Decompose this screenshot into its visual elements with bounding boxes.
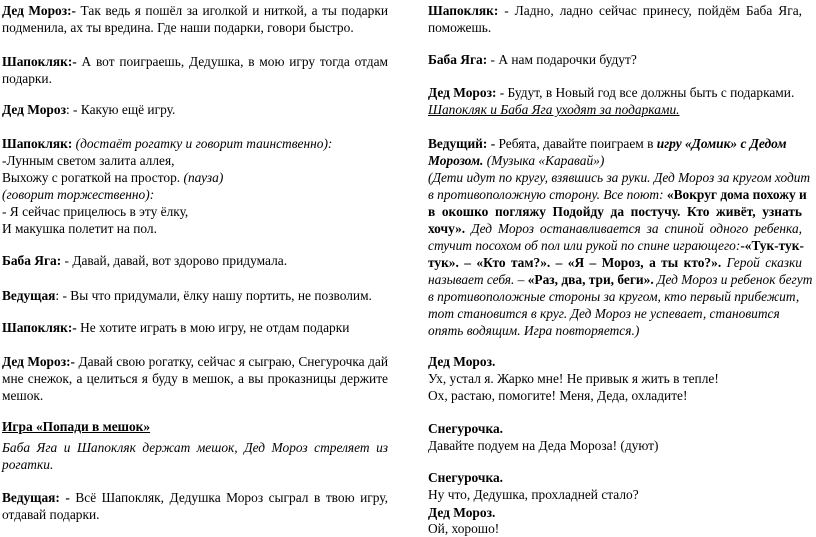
song-text: хочу». (428, 221, 466, 236)
song-line (428, 203, 802, 220)
speaker-label: Дед Мороз:- (2, 3, 77, 18)
paragraph-line (2, 2, 388, 19)
dialogue-text: - Давай, давай, вот здорово придумала. (61, 253, 288, 268)
paragraph-line (2, 353, 388, 370)
verse-text: -Лунным светом залита аллея, (2, 153, 175, 168)
paragraph-line (428, 135, 787, 152)
stage-direction-line (428, 305, 780, 322)
paragraph-line (2, 287, 372, 304)
dialogue-text: - А нам подарочки будут? (487, 52, 637, 67)
speaker-label: Дед Мороз (2, 102, 66, 117)
dialogue-text: Ребята, давайте поиграем в (495, 136, 657, 151)
verse-line (2, 152, 175, 169)
speaker-label: Дед Мороз: (428, 85, 497, 100)
game-title: Игра «Попади в мешок» (2, 419, 151, 434)
speaker-label: Шапокляк:- (2, 54, 77, 69)
paragraph-line (428, 420, 503, 437)
dialogue-text: мешок. (2, 388, 44, 403)
stage-direction-line (428, 271, 813, 288)
speaker-label: Дед Мороз:- (2, 354, 75, 369)
speaker-label: Шапокляк: (2, 136, 73, 151)
paragraph-line (428, 152, 604, 169)
speaker-label: Ведущая: - (2, 490, 70, 505)
verse-text: - Я сейчас прицелюсь в эту ёлку, (2, 204, 189, 219)
game-title: Морозом. (428, 153, 484, 168)
speaker-label: Баба Яга: (2, 253, 62, 268)
dialogue-text: мне снежок, а целиться я буду в мешок, а вы проказницы держите (2, 371, 388, 386)
stage-direction-line (2, 439, 388, 456)
dialogue-text: Ох, растаю, помогите! Меня, Деда, охладите! (428, 388, 688, 403)
paragraph-line (2, 319, 349, 336)
paragraph-line (2, 506, 100, 523)
stage-direction-line (428, 322, 639, 339)
dialogue-text: : - Какую ещё игру. (65, 102, 176, 117)
paragraph-line (428, 19, 491, 36)
paragraph-line (428, 2, 802, 19)
song-text: «Вокруг дома похожу и (666, 187, 807, 202)
paragraph-line (428, 486, 639, 503)
paragraph-line (2, 252, 287, 269)
paragraph-line (428, 520, 499, 537)
paragraph-line (2, 387, 43, 404)
stage-direction: называет себя. – (428, 272, 528, 287)
stage-direction: в противоположную сторону. Все поют: (428, 187, 667, 202)
stage-direction-line (428, 169, 811, 186)
verse-line (2, 203, 188, 220)
paragraph-line (428, 437, 658, 454)
speaker-label: Ведущая (2, 288, 56, 303)
dialogue-text: поможешь. (428, 20, 492, 35)
dialogue-text: Ну что, Дедушка, прохладней стало? (428, 487, 639, 502)
paragraph-line (428, 353, 495, 370)
stage-direction: стучит посохом об пол или рукой по спине играющего: (428, 238, 741, 253)
dialogue-text: А вот поиграешь, Дедушка, в мою игру тогда отдам (76, 54, 388, 69)
game-heading (2, 418, 150, 435)
dialogue-text: : - Вы что придумали, ёлку нашу портить, не позволим. (55, 288, 372, 303)
paragraph-line (2, 70, 52, 87)
dialogue-text: Так ведь я пошёл за иголкой и ниткой, а ты подарки (76, 3, 388, 18)
stage-direction: в противоположные стороны за кругом, кто первый прибежит, (428, 289, 800, 304)
verse-text: И макушка полетит на пол. (2, 221, 157, 236)
dialogue-text: Давайте подуем на Деда Мороза! (дуют) (428, 438, 659, 453)
verse-text: Выхожу с рогаткой на простор. (2, 170, 184, 185)
song-text: в окошко погляжу Подойду да постучу. Кто живёт, узнать (428, 204, 802, 219)
song-text: тук». – «Кто там?». – «Я – Мороз, а ты кто?». (428, 255, 722, 270)
paragraph-line (2, 53, 388, 70)
stage-direction: Герой сказки (721, 255, 802, 270)
verse-line (2, 186, 154, 203)
dialogue-text: подменила, ах ты вредина. Где наши подарки, говори быстро. (2, 20, 354, 35)
speaker-label: Шапокляк: (428, 3, 499, 18)
stage-direction: опять водящим. Игра повторяется.) (428, 323, 640, 338)
speaker-label: Ведущий: - (428, 136, 496, 151)
stage-direction-line (428, 237, 802, 254)
stage-direction-line (2, 456, 53, 473)
paragraph-line (428, 51, 637, 68)
dialogue-text: - Будут, в Новый год все должны быть с подарками. (496, 85, 795, 100)
stage-direction-line (428, 288, 799, 305)
stage-direction: Шапокляк и Баба Яга уходят за подарками. (428, 102, 680, 117)
stage-direction-line (428, 254, 802, 271)
paragraph-line (2, 135, 332, 152)
paragraph-line (428, 504, 495, 521)
speaker-label: Дед Мороз. (428, 505, 496, 520)
dialogue-text: Не хотите играть в мою игру, не отдам подарки (76, 320, 350, 335)
stage-direction-line (428, 220, 802, 237)
paragraph-line (428, 469, 503, 486)
stage-direction-line (428, 186, 807, 203)
speaker-label: Баба Яга: (428, 52, 488, 67)
dialogue-text: Ух, устал я. Жарко мне! Не привык я жить в тепле! (428, 371, 719, 386)
paragraph-line (2, 370, 388, 387)
verse-line (2, 169, 223, 186)
stage-direction: тот становится в круг. Дед Мороз не успевает, становится (428, 306, 780, 321)
song-text: «Раз, два, три, беги». (527, 272, 654, 287)
dialogue-text: Ой, хорошо! (428, 521, 500, 536)
paragraph-line (428, 84, 794, 101)
paragraph-line (2, 101, 175, 118)
speaker-label: Дед Мороз. (428, 354, 496, 369)
dialogue-text: отдавай подарки. (2, 507, 100, 522)
game-title: игру «Домик» с Дедом (656, 136, 787, 151)
dialogue-text: Давай свою рогатку, сейчас я сыграю, Снегурочка дай (75, 354, 388, 369)
stage-direction: (Дети идут по кругу, взявшись за руки. Дед Мороз за кругом ходит (428, 170, 811, 185)
paragraph-line (2, 489, 388, 506)
stage-direction: (пауза) (183, 170, 224, 185)
paragraph-line (2, 19, 354, 36)
stage-direction: (говорит торжественно): (2, 187, 155, 202)
stage-direction: рогатки. (2, 457, 54, 472)
dialogue-text: - Ладно, ладно сейчас принесу, пойдём Баба Яга, (498, 3, 802, 18)
speaker-label: Шапокляк:- (2, 320, 77, 335)
stage-direction: Дед Мороз останавливается за спиной одного ребенка, (465, 221, 802, 236)
stage-direction: (Музыка «Каравай») (483, 153, 605, 168)
dialogue-text: Всё Шапокляк, Дедушка Мороз сыграл в твою игру, (69, 490, 388, 505)
verse-line (2, 220, 157, 237)
stage-direction: Баба Яга и Шапокляк держат мешок, Дед Мороз стреляет из (2, 440, 388, 455)
speaker-label: Снегурочка. (428, 421, 504, 436)
paragraph-line (428, 387, 687, 404)
stage-direction: (достаёт рогатку и говорит таинственно): (72, 136, 333, 151)
paragraph-line (428, 370, 719, 387)
stage-direction: Дед Мороз и ребенок бегут (653, 272, 813, 287)
stage-direction-line (428, 101, 680, 118)
song-text: -«Тук-тук- (740, 238, 804, 253)
speaker-label: Снегурочка. (428, 470, 504, 485)
dialogue-text: подарки. (2, 71, 52, 86)
